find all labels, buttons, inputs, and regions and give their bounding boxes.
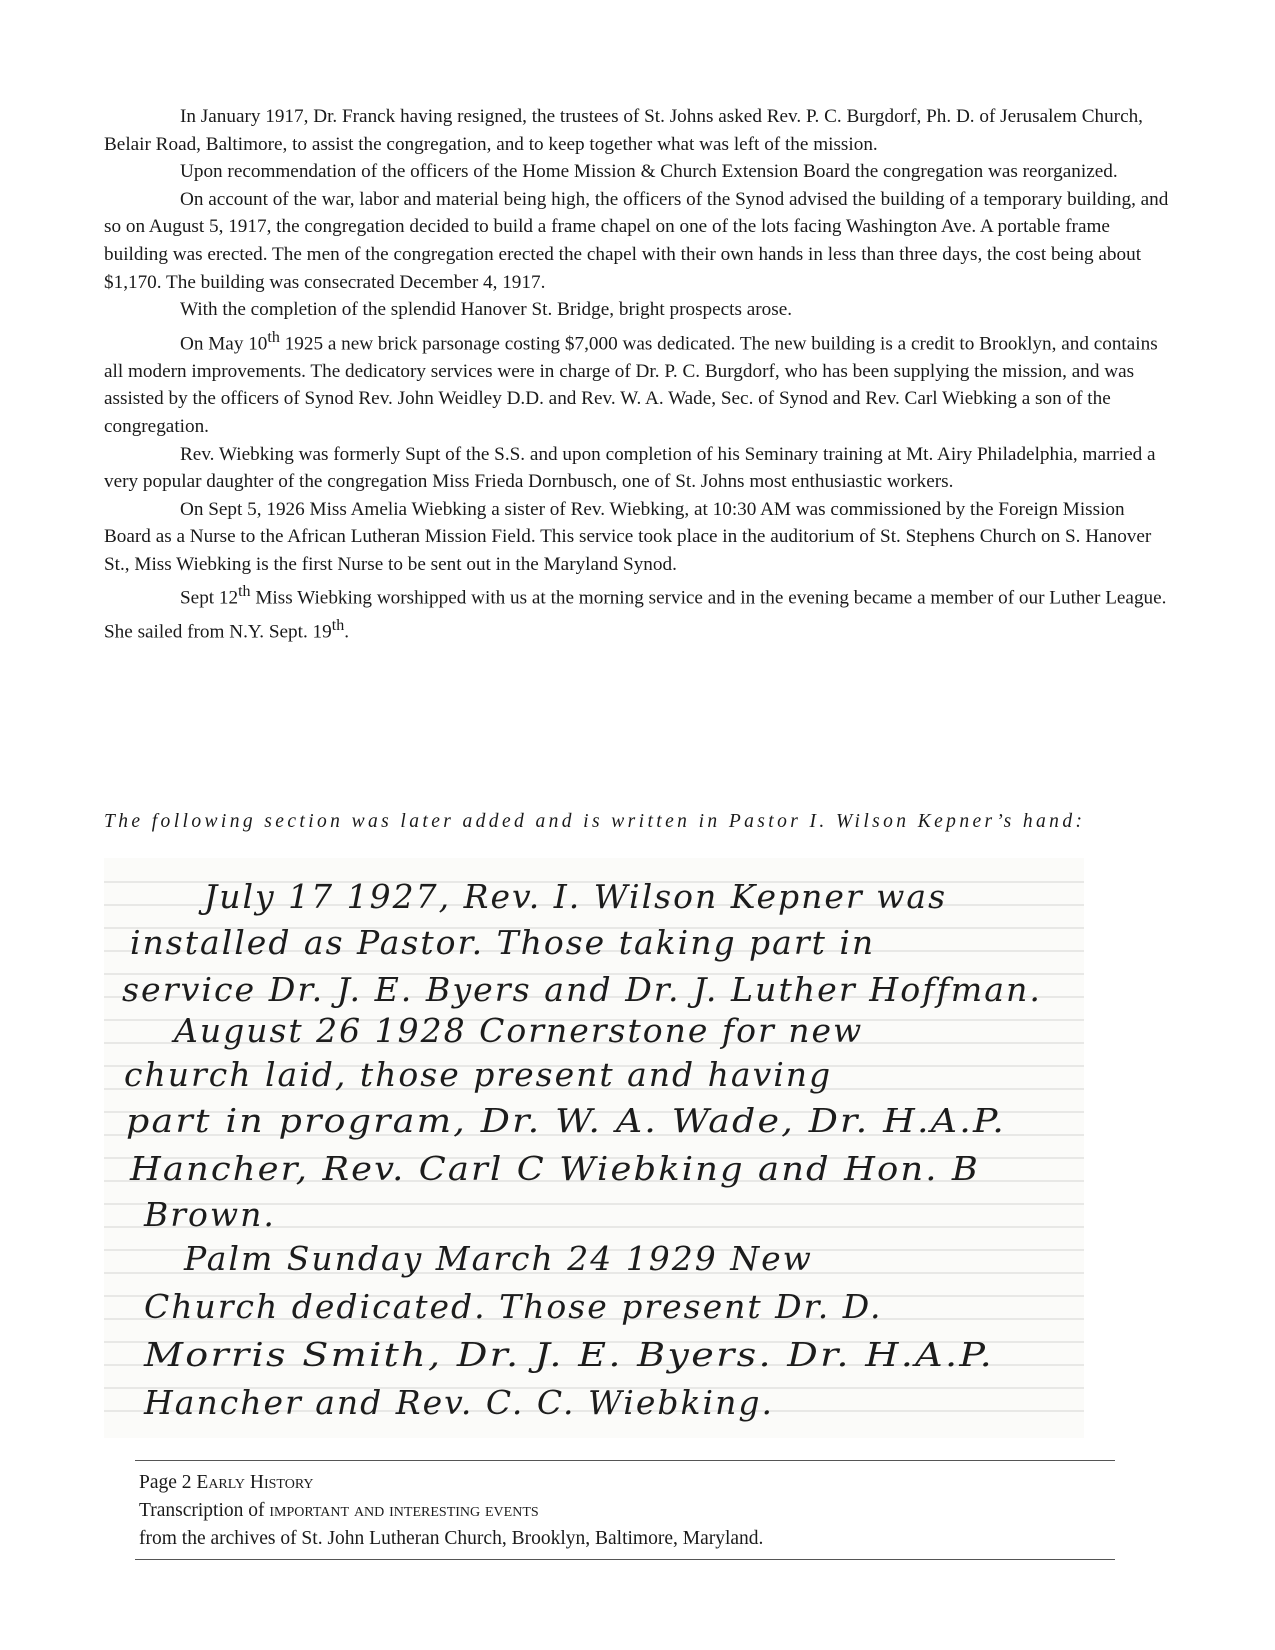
handwriting-line-5: church laid, those present and having (124, 1055, 833, 1094)
paragraph-wiebking: Rev. Wiebking was formerly Supt of the S.S. and upon completion of his Seminary training at Mt. Airy Philadelphia, married a very popular daughter of the congregation Miss Frieda Dornbusch, one of St. Johns most enthusiastic workers. (104, 443, 1156, 493)
paragraph-luther-league: Sept 12th Miss Wiebking worshipped with us at the morning service and in the evening became a member of our Luther League. She sailed from N.Y. Sept. 19th. (104, 583, 1167, 643)
footer-archive-source: from the archives of St. John Lutheran Church, Brooklyn, Baltimore, Maryland. (139, 1528, 764, 1549)
handwriting-line-4: August 26 1928 Cornerstone for new (174, 1011, 864, 1050)
ruled-notebook-paper (104, 858, 1084, 1438)
paragraph-reorganization: Upon recommendation of the officers of the Home Mission & Church Extension Board the congregation was reorganized. (180, 161, 1118, 183)
paragraph-1917-resignation: In January 1917, Dr. Franck having resigned, the trustees of St. Johns asked Rev. P. C. Burgdorf, Ph. D. of Jerusalem Church, Belair Road, Baltimore, to assist the congregation, and to keep together what was left of the mission. (104, 106, 1143, 155)
page-footer (135, 1460, 1115, 1560)
paragraph-frame-chapel: On account of the war, labor and material being high, the officers of the Synod advised the building of a temporary building, and so on August 5, 1917, the congregation decided to build a frame chapel on one of the lots facing Washington Ave. A portable frame building was erected. The men of the congregation erected the chapel with their own hands in less than three days, the cost being about $1,170. The building was consecrated December 4, 1917. (104, 188, 1169, 293)
handwriting-line-7: Hancher, Rev. Carl C Wiebking and Hon. B (128, 1149, 980, 1188)
history-text (104, 103, 1176, 646)
handwriting-line-2: installed as Pastor. Those taking part in (130, 923, 876, 962)
handwriting-line-12: Hancher and Rev. C. C. Wiebking. (144, 1383, 774, 1422)
footer-transcription-label: Transcription of important and interesting events (139, 1500, 539, 1521)
handwriting-line-8: Brown. (144, 1195, 276, 1234)
paragraph-nurse-commission: On Sept 5, 1926 Miss Amelia Wiebking a sister of Rev. Wiebking, at 10:30 AM was commissioned by the Foreign Mission Board as a Nurse to the African Lutheran Mission Field. This service took place in the auditorium of St. Stephens Church on S. Hanover St., Miss Wiebking is the first Nurse to be sent out in the Maryland Synod. (104, 498, 1152, 575)
handwriting-line-11: Morris Smith, Dr. J. E. Byers. Dr. H.A.P. (142, 1335, 995, 1374)
paragraph-parsonage: On May 10th 1925 a new brick parsonage costing $7,000 was dedicated. The new building is a credit to Brooklyn, and contains all modern improvements. The dedicatory services were in charge of Dr. P. C. Burgdorf, who has been supplying the mission, and was assisted by the officers of Synod Rev. John Weidley D.D. and Rev. W. A. Wade, Sec. of Synod and Rev. Carl Wiebking a son of the congregation. (104, 328, 1158, 437)
handwriting-line-3: service Dr. J. E. Byers and Dr. J. Luther Hoffman. (122, 970, 1042, 1009)
handwriting-line-1: July 17 1927, Rev. I. Wilson Kepner was (204, 877, 948, 916)
footer-page-label: Page 2 Early History (139, 1472, 314, 1493)
handwriting-line-10: Church dedicated. Those present Dr. D. (144, 1287, 883, 1326)
footer-text (135, 1461, 1115, 1559)
paragraph-hanover-bridge: With the completion of the splendid Hanover St. Bridge, bright prospects arose. (180, 299, 793, 321)
footer-bottom-rule (135, 1559, 1115, 1560)
handwriting-line-6: part in program, Dr. W. A. Wade, Dr. H.A.P. (126, 1101, 1006, 1140)
handwritten-scan (104, 858, 1084, 1438)
handwriting-line-9: Palm Sunday March 24 1929 New (184, 1239, 813, 1278)
editor-note: The following section was later added and is written in Pastor I. Wilson Kepner’s hand: (104, 811, 1086, 832)
